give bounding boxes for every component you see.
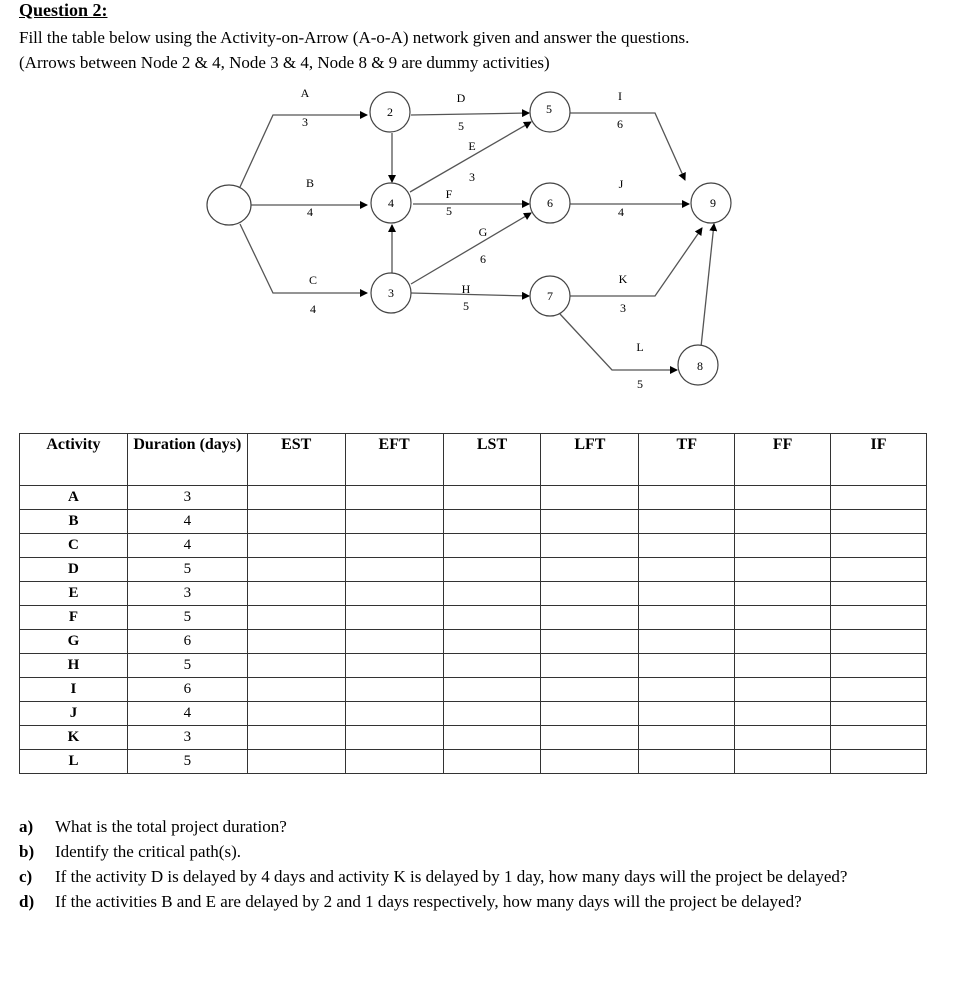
cell-est[interactable]: [247, 726, 345, 750]
question-item: [19, 814, 929, 839]
cell-lft[interactable]: [541, 678, 639, 702]
activity-label: K: [618, 272, 628, 286]
cell-eft[interactable]: [345, 702, 443, 726]
cell-tf[interactable]: [639, 582, 735, 606]
cell-lft[interactable]: [541, 726, 639, 750]
cell-est[interactable]: [247, 558, 345, 582]
cell-tf[interactable]: [639, 558, 735, 582]
cell-lst[interactable]: [443, 510, 541, 534]
cell-if[interactable]: [831, 750, 927, 774]
cell-eft[interactable]: [345, 630, 443, 654]
node-label: 5: [546, 102, 552, 116]
node-label: 8: [697, 359, 703, 373]
header-tf: TF: [639, 434, 735, 486]
header-lst: LST: [443, 434, 541, 486]
cell-eft[interactable]: [345, 534, 443, 558]
cell-lst[interactable]: [443, 726, 541, 750]
header-duration: Duration (days): [127, 434, 247, 486]
table-header-row: [20, 434, 927, 486]
cell-eft[interactable]: [345, 582, 443, 606]
cell-duration: 5: [127, 654, 247, 678]
header-eft: EFT: [345, 434, 443, 486]
cell-est[interactable]: [247, 750, 345, 774]
cell-activity: G: [20, 630, 128, 654]
activity-duration: 4: [307, 205, 313, 219]
cell-duration: 6: [127, 678, 247, 702]
activity-duration: 4: [618, 205, 624, 219]
table-row: [20, 654, 927, 678]
question-label: b): [19, 842, 35, 861]
cell-tf[interactable]: [639, 486, 735, 510]
table-row: [20, 630, 927, 654]
header-activity: Activity: [20, 434, 128, 486]
cell-ff[interactable]: [735, 582, 831, 606]
arrow-c: [240, 224, 367, 293]
table-row: [20, 558, 927, 582]
cell-ff[interactable]: [735, 654, 831, 678]
question-text: If the activities B and E are delayed by 2 and 1 days respectively, how many days will the project be delayed?: [55, 892, 802, 911]
cell-activity: D: [20, 558, 128, 582]
cell-eft[interactable]: [345, 654, 443, 678]
table-row: [20, 678, 927, 702]
cell-lst[interactable]: [443, 750, 541, 774]
arrow-dummy-8-9: [701, 224, 714, 347]
activity-label: B: [305, 176, 315, 190]
node-label: 9: [710, 196, 716, 210]
activity-label: L: [636, 340, 644, 354]
table-row: [20, 486, 927, 510]
cell-activity: A: [20, 486, 128, 510]
cell-tf[interactable]: [639, 654, 735, 678]
header-if: IF: [831, 434, 927, 486]
instruction-line-2: (Arrows between Node 2 & 4, Node 3 & 4, Node 8 & 9 are dummy activities): [19, 53, 550, 72]
activity-label: H: [461, 282, 471, 296]
activity-duration: 3: [469, 170, 475, 184]
table-row: [20, 534, 927, 558]
activity-label: E: [468, 139, 476, 153]
cell-eft[interactable]: [345, 678, 443, 702]
cell-activity: L: [20, 750, 128, 774]
cell-eft[interactable]: [345, 558, 443, 582]
cell-duration: 4: [127, 510, 247, 534]
cell-duration: 3: [127, 486, 247, 510]
cell-activity: K: [20, 726, 128, 750]
cell-duration: 5: [127, 606, 247, 630]
cell-ff[interactable]: [735, 678, 831, 702]
activity-duration: 5: [463, 299, 469, 313]
cell-activity: F: [20, 606, 128, 630]
question-text: Identify the critical path(s).: [55, 842, 241, 861]
cell-lst[interactable]: [443, 678, 541, 702]
cell-if[interactable]: [831, 510, 927, 534]
arrow-i: [570, 113, 685, 180]
activity-duration: 3: [302, 115, 308, 129]
cell-est[interactable]: [247, 582, 345, 606]
cell-eft[interactable]: [345, 726, 443, 750]
cell-est[interactable]: [247, 486, 345, 510]
cell-est[interactable]: [247, 654, 345, 678]
cell-lst[interactable]: [443, 558, 541, 582]
cell-est[interactable]: [247, 702, 345, 726]
cell-ff[interactable]: [735, 606, 831, 630]
cell-lft[interactable]: [541, 630, 639, 654]
cell-lst[interactable]: [443, 486, 541, 510]
aoa-network-diagram: [0, 0, 978, 420]
cell-lft[interactable]: [541, 558, 639, 582]
activity-duration: 6: [480, 252, 486, 266]
cell-duration: 6: [127, 630, 247, 654]
cell-if[interactable]: [831, 726, 927, 750]
table-row: [20, 606, 927, 630]
cell-if[interactable]: [831, 534, 927, 558]
cell-if[interactable]: [831, 678, 927, 702]
cell-lst[interactable]: [443, 534, 541, 558]
cell-activity: J: [20, 702, 128, 726]
cell-ff[interactable]: [735, 630, 831, 654]
question-item: [19, 889, 929, 914]
cell-est[interactable]: [247, 606, 345, 630]
cell-tf[interactable]: [639, 750, 735, 774]
cell-tf[interactable]: [639, 726, 735, 750]
cell-duration: 3: [127, 582, 247, 606]
cell-lft[interactable]: [541, 654, 639, 678]
activity-label: A: [300, 86, 310, 100]
activity-duration: 5: [637, 377, 643, 391]
header-ff: FF: [735, 434, 831, 486]
cell-lft[interactable]: [541, 702, 639, 726]
table-row: [20, 750, 927, 774]
cell-duration: 3: [127, 726, 247, 750]
cell-activity: E: [20, 582, 128, 606]
arrow-k: [570, 228, 702, 296]
question-label: d): [19, 892, 35, 911]
header-lft: LFT: [541, 434, 639, 486]
arrow-g: [411, 213, 531, 284]
question-title: Question 2:: [19, 0, 108, 20]
node-label: 4: [388, 196, 394, 210]
question-item: [19, 864, 929, 889]
activity-label: D: [456, 91, 466, 105]
cell-lft[interactable]: [541, 510, 639, 534]
cell-tf[interactable]: [639, 678, 735, 702]
cell-duration: 5: [127, 558, 247, 582]
node-label: 7: [547, 289, 553, 303]
table-row: [20, 726, 927, 750]
cell-lst[interactable]: [443, 654, 541, 678]
cell-est[interactable]: [247, 534, 345, 558]
cell-if[interactable]: [831, 558, 927, 582]
cell-ff[interactable]: [735, 750, 831, 774]
cell-eft[interactable]: [345, 510, 443, 534]
cell-tf[interactable]: [639, 534, 735, 558]
cell-lst[interactable]: [443, 630, 541, 654]
question-item: [19, 839, 929, 864]
question-text: If the activity D is delayed by 4 days and activity K is delayed by 1 day, how many days will the project be delayed?: [55, 867, 848, 886]
activity-label: F: [445, 187, 453, 201]
cell-eft[interactable]: [345, 750, 443, 774]
cell-ff[interactable]: [735, 702, 831, 726]
cell-eft[interactable]: [345, 486, 443, 510]
activity-label: I: [618, 89, 622, 103]
node-start: [207, 185, 251, 225]
activity-label: G: [478, 225, 488, 239]
cell-ff[interactable]: [735, 510, 831, 534]
cell-if[interactable]: [831, 630, 927, 654]
node-label: 6: [547, 196, 553, 210]
table-row: [20, 582, 927, 606]
cell-lst[interactable]: [443, 606, 541, 630]
cell-duration: 4: [127, 534, 247, 558]
cell-lst[interactable]: [443, 582, 541, 606]
cell-activity: B: [20, 510, 128, 534]
cell-activity: H: [20, 654, 128, 678]
question-label: a): [19, 817, 34, 836]
cell-lft[interactable]: [541, 750, 639, 774]
cell-if[interactable]: [831, 702, 927, 726]
activity-duration: 3: [620, 301, 626, 315]
cell-duration: 5: [127, 750, 247, 774]
cell-if[interactable]: [831, 582, 927, 606]
question-label: c): [19, 867, 33, 886]
cell-activity: I: [20, 678, 128, 702]
cell-lft[interactable]: [541, 486, 639, 510]
table-row: [20, 702, 927, 726]
cell-lst[interactable]: [443, 702, 541, 726]
arrow-l: [560, 314, 677, 370]
activity-duration: 5: [446, 204, 452, 218]
cell-if[interactable]: [831, 606, 927, 630]
cell-ff[interactable]: [735, 726, 831, 750]
activity-duration: 5: [458, 119, 464, 133]
cell-tf[interactable]: [639, 630, 735, 654]
cell-tf[interactable]: [639, 510, 735, 534]
cell-est[interactable]: [247, 510, 345, 534]
activity-label: J: [618, 177, 624, 191]
cell-est[interactable]: [247, 630, 345, 654]
cell-lft[interactable]: [541, 582, 639, 606]
activity-duration: 6: [617, 117, 623, 131]
header-est: EST: [247, 434, 345, 486]
cell-lft[interactable]: [541, 534, 639, 558]
node-label: 3: [388, 286, 394, 300]
cell-tf[interactable]: [639, 702, 735, 726]
cell-if[interactable]: [831, 654, 927, 678]
cell-est[interactable]: [247, 678, 345, 702]
cell-lft[interactable]: [541, 606, 639, 630]
cell-activity: C: [20, 534, 128, 558]
activity-table: [19, 433, 927, 774]
cell-ff[interactable]: [735, 558, 831, 582]
node-label: 2: [387, 105, 393, 119]
instruction-line-1: Fill the table below using the Activity-on-Arrow (A-o-A) network given and answer the questions.: [19, 28, 690, 47]
cell-eft[interactable]: [345, 606, 443, 630]
table-row: [20, 510, 927, 534]
activity-duration: 4: [310, 302, 316, 316]
cell-duration: 4: [127, 702, 247, 726]
cell-tf[interactable]: [639, 606, 735, 630]
arrow-d: [411, 113, 529, 115]
activity-label: C: [308, 273, 318, 287]
question-list: [19, 814, 929, 914]
cell-if[interactable]: [831, 486, 927, 510]
cell-ff[interactable]: [735, 534, 831, 558]
cell-ff[interactable]: [735, 486, 831, 510]
question-text: What is the total project duration?: [55, 817, 287, 836]
